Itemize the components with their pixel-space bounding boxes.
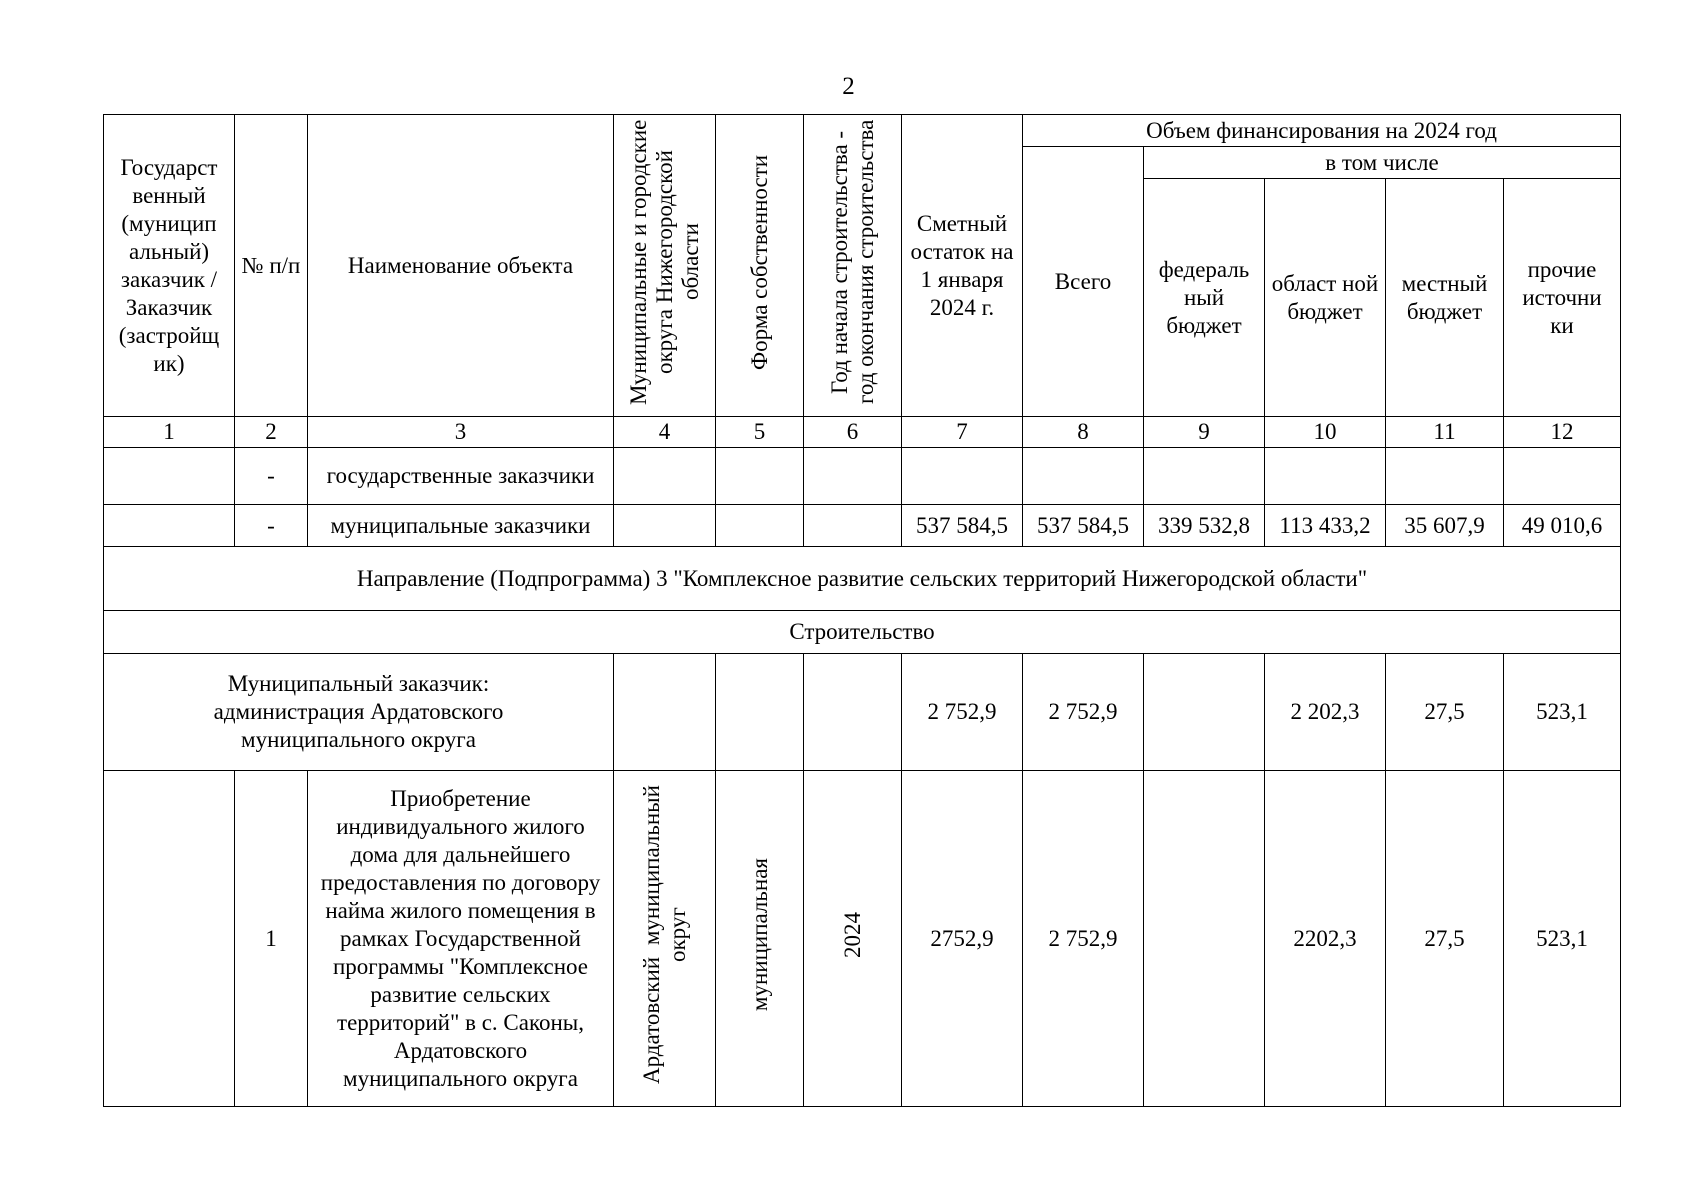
header-federal: федераль ный бюджет: [1144, 179, 1265, 417]
municipal-customer-name: Муниципальный заказчик: администрация Ардатовского муниципального округа: [104, 654, 614, 771]
local-value: 27,5: [1386, 654, 1504, 771]
regional-value: 2 202,3: [1265, 654, 1386, 771]
column-number: 7: [902, 417, 1023, 448]
header-number: № п/п: [235, 115, 308, 417]
column-number: 10: [1265, 417, 1386, 448]
header-regional: област ной бюджет: [1265, 179, 1386, 417]
estimate-value: 537 584,5: [902, 505, 1023, 547]
other-value: 523,1: [1504, 771, 1621, 1107]
federal-value: 339 532,8: [1144, 505, 1265, 547]
federal-value: [1144, 654, 1265, 771]
column-number: 8: [1023, 417, 1144, 448]
table-row: [104, 771, 1621, 1107]
local-value: 35 607,9: [1386, 505, 1504, 547]
page-number: 2: [842, 73, 855, 100]
column-number: 6: [804, 417, 902, 448]
header-financing: Объем финансирования на 2024 год: [1023, 115, 1621, 147]
header-estimate: Сметный остаток на 1 января 2024 г.: [902, 115, 1023, 417]
local-value: 27,5: [1386, 771, 1504, 1107]
row-dash: -: [235, 505, 308, 547]
table-row: [104, 448, 1621, 505]
column-number: 3: [308, 417, 614, 448]
other-value: 49 010,6: [1504, 505, 1621, 547]
column-number: 9: [1144, 417, 1265, 448]
table-row: [104, 505, 1621, 547]
header-total: Всего: [1023, 147, 1144, 417]
header-other: прочие источни ки: [1504, 179, 1621, 417]
column-number: 5: [716, 417, 804, 448]
regional-value: 2202,3: [1265, 771, 1386, 1107]
column-number-row: [104, 417, 1621, 448]
estimate-value: 2 752,9: [902, 654, 1023, 771]
column-number: 4: [614, 417, 716, 448]
header-object-name: Наименование объекта: [308, 115, 614, 417]
table-row: [104, 654, 1621, 771]
header-years: Год начала строительства - год окончания строительства: [804, 115, 902, 417]
column-number: 2: [235, 417, 308, 448]
item-year: 2024: [804, 771, 902, 1107]
total-value: 2 752,9: [1023, 654, 1144, 771]
item-number: 1: [235, 771, 308, 1107]
header-customer: Государст венный (муницип альный) заказчик / Заказчик (застройщ ик): [104, 115, 235, 417]
item-name: Приобретение индивидуального жилого дома для дальнейшего предоставления по договору найма жилого помещения в рамках Государственной программы "Комплексное развитие сельских территорий" в с. Саконы, Ардатовского муниципального округа: [308, 771, 614, 1107]
column-number: 1: [104, 417, 235, 448]
construction-heading: Строительство: [104, 611, 1621, 654]
header-local: местный бюджет: [1386, 179, 1504, 417]
item-district: Ардатовский муниципальный округ: [614, 771, 716, 1107]
direction-heading: Направление (Подпрограмма) 3 "Комплексное развитие сельских территорий Нижегородской области": [104, 547, 1621, 611]
column-number: 12: [1504, 417, 1621, 448]
total-value: 537 584,5: [1023, 505, 1144, 547]
regional-value: 113 433,2: [1265, 505, 1386, 547]
state-customers-label: государственные заказчики: [308, 448, 614, 505]
row-dash: -: [235, 448, 308, 505]
header-ownership: Форма собственности: [716, 115, 804, 417]
header-including: в том числе: [1144, 147, 1621, 179]
header-districts: Муниципальные и городские округа Нижегородской области: [614, 115, 716, 417]
other-value: 523,1: [1504, 654, 1621, 771]
estimate-value: 2752,9: [902, 771, 1023, 1107]
column-number: 11: [1386, 417, 1504, 448]
municipal-customers-label: муниципальные заказчики: [308, 505, 614, 547]
financing-table: [103, 114, 1621, 1107]
item-ownership: муниципальная: [716, 771, 804, 1107]
federal-value: [1144, 771, 1265, 1107]
total-value: 2 752,9: [1023, 771, 1144, 1107]
